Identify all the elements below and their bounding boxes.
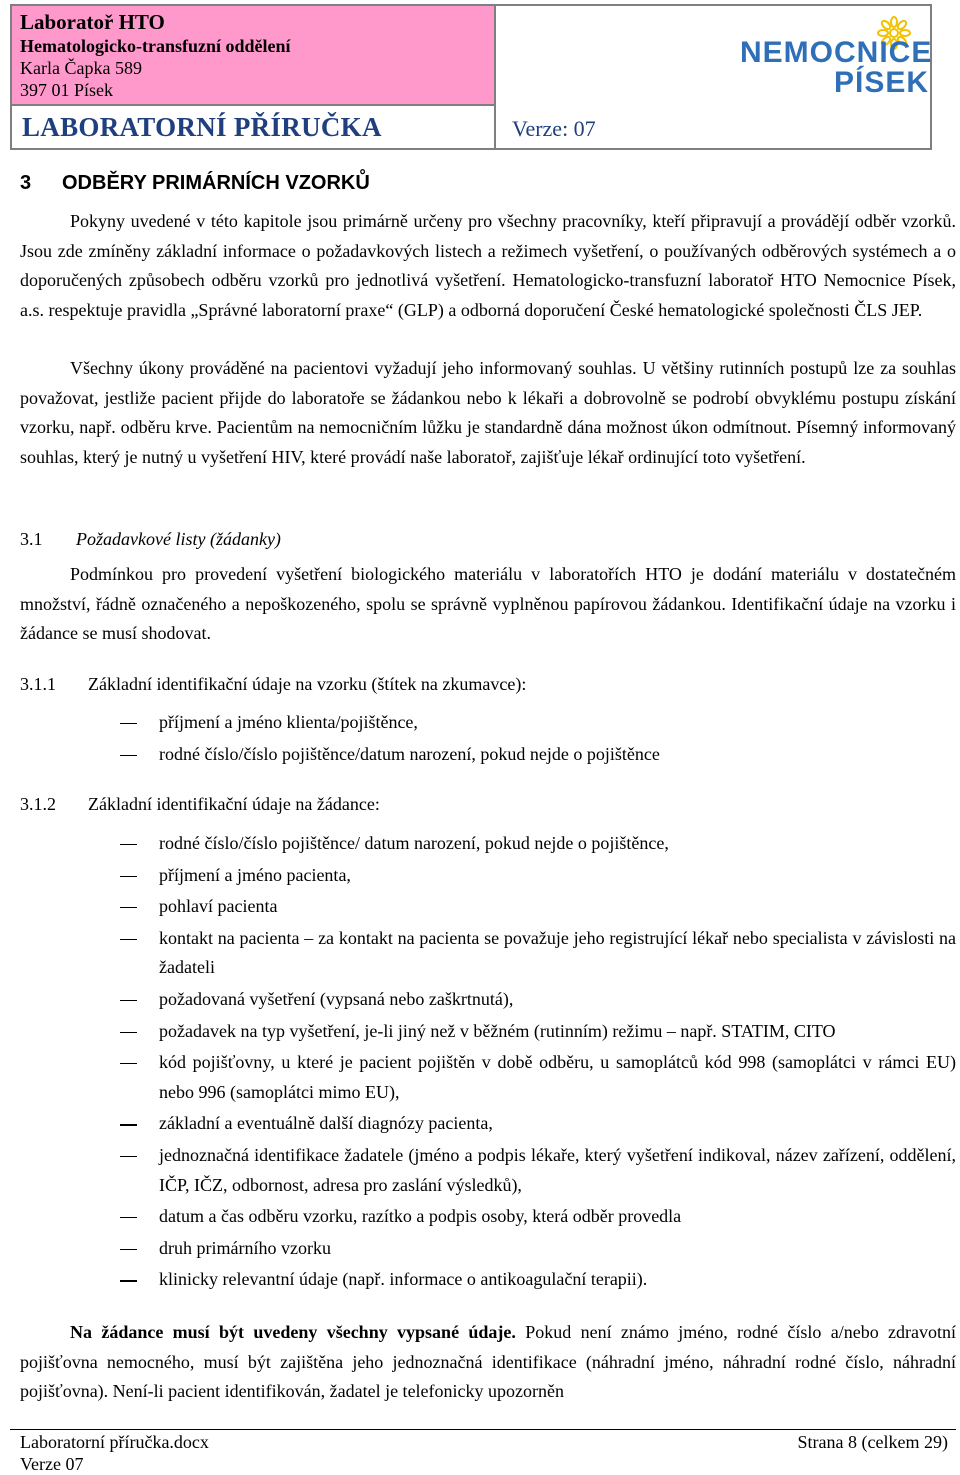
list-item: kontakt na pacienta – za kontakt na pacienta se považuje jeho registrující lékař nebo specialista v závislosti na žadateli bbox=[120, 924, 956, 983]
dash-bullet-icon bbox=[120, 939, 137, 940]
sub1-heading bbox=[20, 674, 526, 695]
header-banner bbox=[12, 6, 494, 104]
dash-bullet-icon bbox=[120, 1156, 137, 1157]
sub1-list bbox=[120, 708, 956, 769]
list-item: rodné číslo/číslo pojištěnce/datum narození, pokud nejde o pojištěnce bbox=[120, 740, 956, 770]
footer-filename: Laboratorní příručka.docx bbox=[20, 1432, 209, 1452]
footer-divider bbox=[10, 1429, 956, 1430]
dash-bullet-icon bbox=[120, 1063, 137, 1064]
dash-bullet-icon bbox=[120, 1217, 137, 1218]
subsection-heading bbox=[20, 529, 281, 550]
sub2-heading bbox=[20, 794, 380, 815]
list-item: rodné číslo/číslo pojištěnce/ datum narození, pokud nejde o pojištěnce, bbox=[120, 829, 956, 859]
list-item: jednoznačná identifikace žadatele (jméno a podpis lékaře, který vyšetření indikoval, název zařízení, oddělení, IČP, IČZ, odbornost, adresa pro zaslání výsledků), bbox=[120, 1141, 956, 1200]
list-item: klinicky relevantní údaje (např. informace o antikoagulační terapii). bbox=[120, 1265, 956, 1295]
dash-bullet-icon bbox=[120, 844, 137, 845]
sub1-title: Základní identifikační údaje na vzorku (štítek na zkumavce): bbox=[88, 674, 527, 694]
footer-version: Verze 07 bbox=[20, 1454, 84, 1474]
list-item: požadovaná vyšetření (vypsaná nebo zaškrtnutá), bbox=[120, 985, 956, 1015]
lab-name: Laboratoř HTO bbox=[20, 10, 165, 34]
header-divider-vertical bbox=[494, 6, 496, 148]
sub2-title: Základní identifikační údaje na žádance: bbox=[88, 794, 380, 814]
subsection-paragraph: Podmínkou pro provedení vyšetření biologického materiálu v laboratořích HTO je dodání materiálu v dostatečném množství, řádně označeného a nepoškozeného, spolu se správně vyplněnou papírovou žádankou. Identifikační údaje na vzorku i žádance se musí shodovat. bbox=[20, 564, 956, 644]
sub1-number: 3.1.1 bbox=[20, 674, 56, 694]
dash-bullet-icon bbox=[120, 1032, 137, 1033]
address-street: Karla Čapka 589 bbox=[20, 58, 142, 78]
section-intro-paragraph: Pokyny uvedené v této kapitole jsou primárně určeny pro všechny pracovníky, kteří připravují a provádějí odběr vzorků. Jsou zde zmíněny základní informace o požadavkových listech a režimech vyšetření, o používaných odběrových systémech a o doporučených způsobech odběru vzorků pro jednotlivá vyšetření. Hematologicko-transfuzní laboratoř HTO Nemocnice Písek, a.s. respektuje pravidla „Správné laboratorní praxe“ (GLP) a odborná doporučení České hematologické společnosti ČLS JEP. bbox=[20, 211, 956, 320]
section-title: ODBĚRY PRIMÁRNÍCH VZORKŮ bbox=[62, 172, 370, 194]
closing-paragraph bbox=[20, 1318, 956, 1407]
manual-title: LABORATORNÍ PŘÍRUČKA bbox=[22, 112, 382, 142]
department-name: Hematologicko-transfuzní oddělení bbox=[20, 36, 291, 56]
list-item: příjmení a jméno pacienta, bbox=[120, 861, 956, 891]
closing-text: Pokud není známo jméno, rodné číslo a/nebo zdravotní pojišťovna nemocného, musí být zajištěna jeho jednoznačná identifikace (náhradní jméno, náhradní rodné číslo, náhradní pojišťovna). Není-li pacient identifikován, žadatel je telefonicky upozorněn bbox=[20, 1322, 957, 1402]
section-heading bbox=[20, 172, 370, 195]
logo-text-nemocnice: NEMOCNICE bbox=[740, 36, 933, 69]
dash-bullet-icon bbox=[120, 876, 137, 877]
dash-bullet-icon bbox=[120, 907, 137, 908]
document-header bbox=[10, 4, 932, 150]
header-divider-horizontal bbox=[12, 104, 494, 106]
sub2-number: 3.1.2 bbox=[20, 794, 56, 814]
consent-paragraph: Všechny úkony prováděné na pacientovi vyžadují jeho informovaný souhlas. U většiny rutinních postupů lze za souhlas považovat, jestliže pacient přijde do laboratoře se žádankou nebo k lékaři a dobrovolně se podrobí obvyklému postupu získání vzorku, např. odběru krve. Pacientům na nemocničním lůžku je standardně dána možnost úkon odmítnout. Písemný informovaný souhlas, který je nutný u vyšetření HIV, které provádí naše laboratoř, zajišťuje lékař ordinující toto vyšetření. bbox=[20, 358, 956, 467]
manual-version: Verze: 07 bbox=[512, 116, 596, 141]
dash-bullet-icon bbox=[120, 1000, 137, 1001]
sub2-list bbox=[120, 829, 956, 1295]
list-item: datum a čas odběru vzorku, razítko a podpis osoby, která odběr provedla bbox=[120, 1202, 956, 1232]
subsection-title: Požadavkové listy (žádanky) bbox=[76, 529, 281, 549]
dash-bullet-icon bbox=[120, 1280, 137, 1281]
section-number: 3 bbox=[20, 172, 32, 194]
logo-text-pisek: PÍSEK bbox=[834, 66, 930, 99]
footer-page-number: Strana 8 (celkem 29) bbox=[797, 1432, 948, 1452]
dash-bullet-icon bbox=[120, 1249, 137, 1250]
list-item: požadavek na typ vyšetření, je-li jiný než v běžném (rutinním) režimu – např. STATIM, CITO bbox=[120, 1017, 956, 1047]
closing-bold-text: Na žádance musí být uvedeny všechny vypsané údaje. bbox=[70, 1322, 516, 1342]
list-item: kód pojišťovny, u které je pacient pojištěn v době odběru, u samoplátců kód 998 (samoplátci v rámci EU) nebo 996 (samoplátci mimo EU), bbox=[120, 1048, 956, 1107]
list-item: základní a eventuálně další diagnózy pacienta, bbox=[120, 1109, 956, 1139]
dash-bullet-icon bbox=[120, 723, 137, 724]
address-city: 397 01 Písek bbox=[20, 80, 114, 100]
hospital-logo bbox=[734, 16, 934, 101]
dash-bullet-icon bbox=[120, 1124, 137, 1125]
subsection-number: 3.1 bbox=[20, 529, 43, 549]
list-item: příjmení a jméno klienta/pojištěnce, bbox=[120, 708, 956, 738]
list-item: druh primárního vzorku bbox=[120, 1234, 956, 1264]
dash-bullet-icon bbox=[120, 755, 137, 756]
list-item: pohlaví pacienta bbox=[120, 892, 956, 922]
